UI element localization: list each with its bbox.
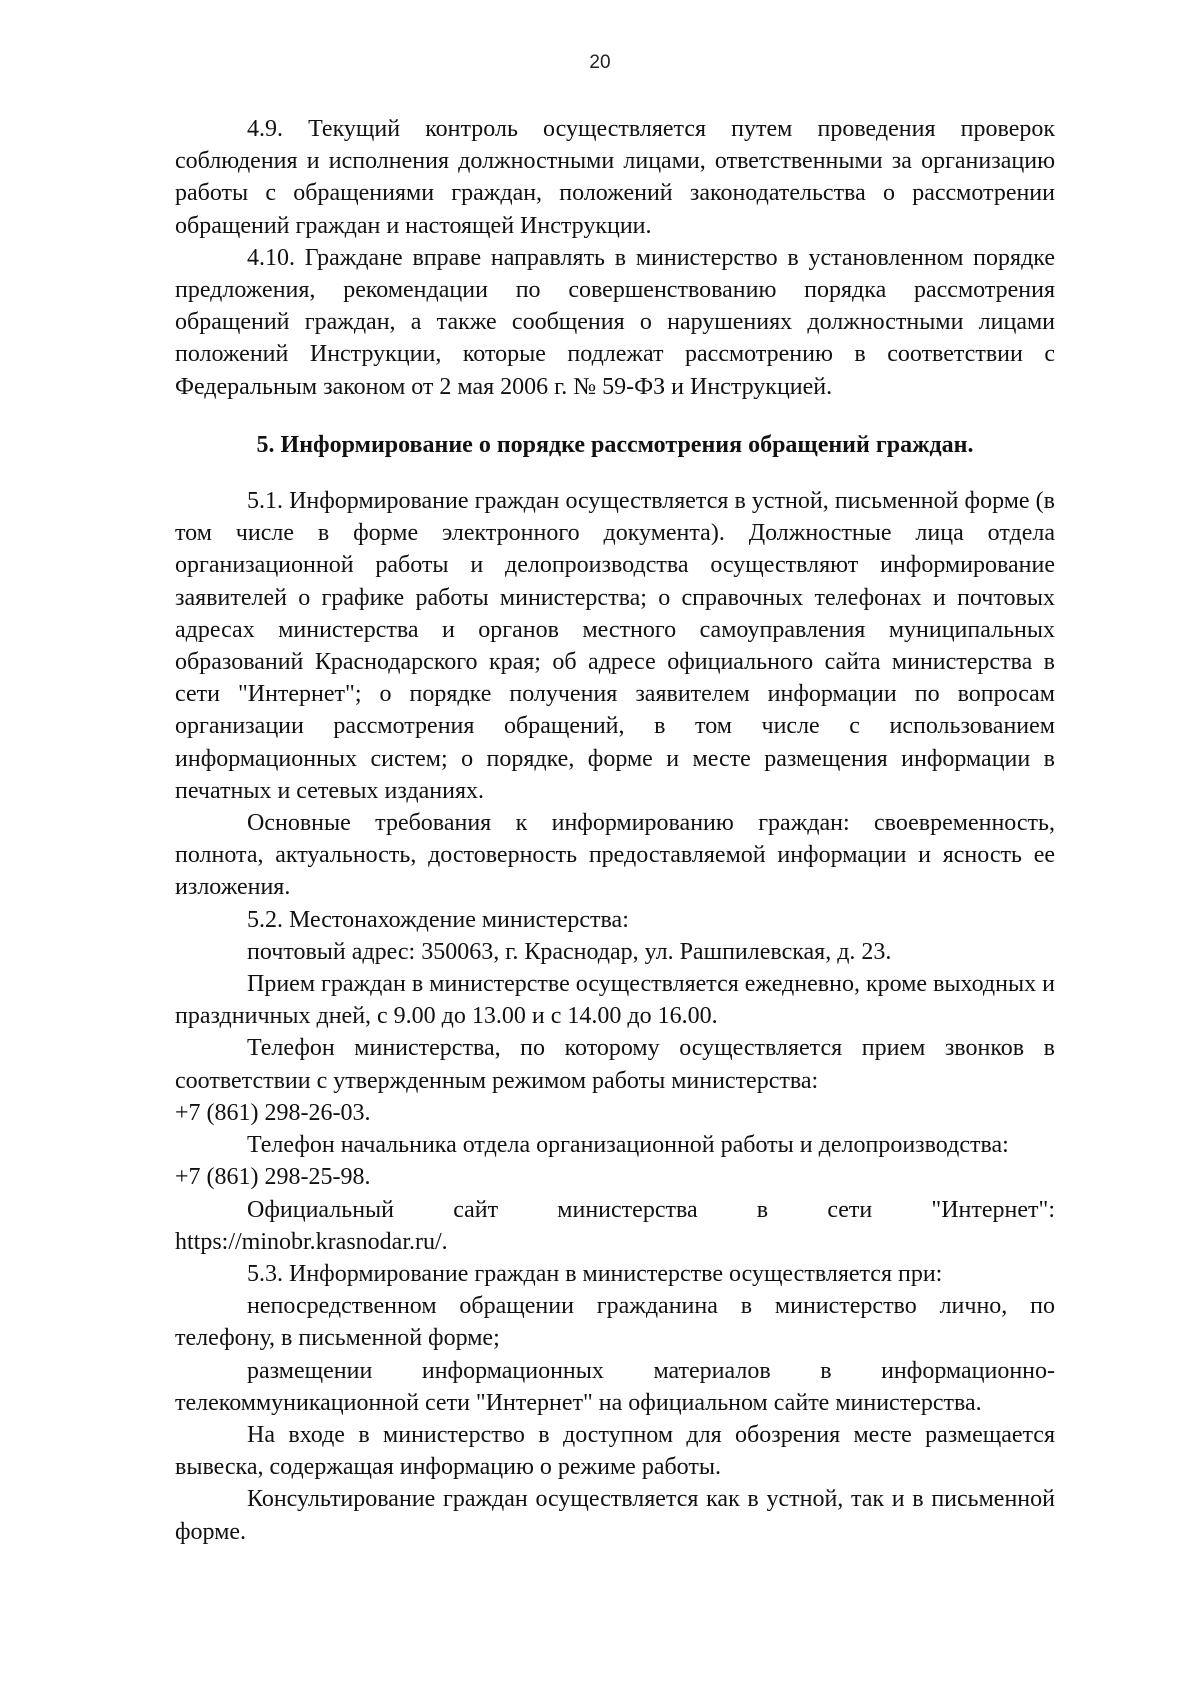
paragraph-ministry-phone: Телефон министерства, по которому осуществляется прием звонков в соответствии с утвержденным режимом работы министерства:: [175, 1035, 1055, 1094]
spacer: [175, 461, 1055, 485]
paragraph-internet-materials: размещении информационных материалов в информационно-телекоммуникационной сети "Интернет" на официальном сайте министерства.: [175, 1357, 1055, 1416]
paragraph-5-1: 5.1. Информирование граждан осуществляется в устной, письменной форме (в том числе в форме электронного документа). Должностные лица отдела организационной работы и делопроизводства осуществляют информирование заявителей о графике работы министерства; о справочных телефонах и почтовых адресах министерства и органов местного самоуправления муниципальных образований Краснодарского края; об адресе официального сайта министерства в сети "Интернет"; о порядке получения заявителем информации по вопросам организации рассмотрения обращений, в том числе с использованием информационных систем; о порядке, форме и месте размещения информации в печатных и сетевых изданиях.: [175, 488, 1055, 804]
document-body: [175, 113, 1055, 1548]
page-number: 20: [589, 52, 611, 73]
paragraph-signboard: На входе в министерство в доступном для обозрения месте размещается вывеска, содержащая информацию о режиме работы.: [175, 1421, 1055, 1481]
paragraph-postal-address: почтовый адрес: 350063, г. Краснодар, ул. Рашпилевская, д. 23.: [247, 938, 892, 965]
ministry-phone-number: +7 (861) 298-26-03.: [175, 1099, 371, 1126]
spacer: [175, 403, 1055, 429]
paragraph-official-site: Официальный сайт министерства в сети "Интернет":: [247, 1196, 1055, 1223]
paragraph-direct-appeal: непосредственном обращении гражданина в министерство лично, по телефону, в письменной форме;: [175, 1293, 1055, 1352]
paragraph-reception-hours: Прием граждан в министерстве осуществляется ежедневно, кроме выходных и праздничных дней, с 9.00 до 13.00 и с 14.00 до 16.00.: [175, 971, 1055, 1030]
paragraph-4-9: 4.9. Текущий контроль осуществляется путем проведения проверок соблюдения и исполнения должностными лицами, ответственными за организацию работы с обращениями граждан, положений законодательства о рассмотрении обращений граждан и настоящей Инструкции.: [175, 116, 1055, 239]
official-site-url: https://minobr.krasnodar.ru/.: [175, 1228, 448, 1255]
paragraph-head-phone: Телефон начальника отдела организационной работы и делопроизводства:: [247, 1132, 1009, 1159]
paragraph-5-2: 5.2. Местонахождение министерства:: [247, 906, 629, 933]
paragraph-requirements: Основные требования к информированию граждан: своевременность, полнота, актуальность, достоверность предоставляемой информации и ясность ее изложения.: [175, 810, 1055, 901]
paragraph-consulting: Консультирование граждан осуществляется как в устной, так и в письменной форме.: [175, 1486, 1055, 1545]
paragraph-5-3: 5.3. Информирование граждан в министерстве осуществляется при:: [247, 1260, 943, 1287]
head-phone-number: +7 (861) 298-25-98.: [175, 1164, 371, 1191]
paragraph-4-10: 4.10. Граждане вправе направлять в министерство в установленном порядке предложения, рекомендации по совершенствованию порядка рассмотрения обращений граждан, а также сообщения о нарушениях должностными лицами положений Инструкции, которые подлежат рассмотрению в соответствии с Федеральным законом от 2 мая 2006 г. № 59-ФЗ и Инструкцией.: [175, 244, 1055, 400]
section-heading: 5. Информирование о порядке рассмотрения обращений граждан.: [256, 431, 974, 458]
